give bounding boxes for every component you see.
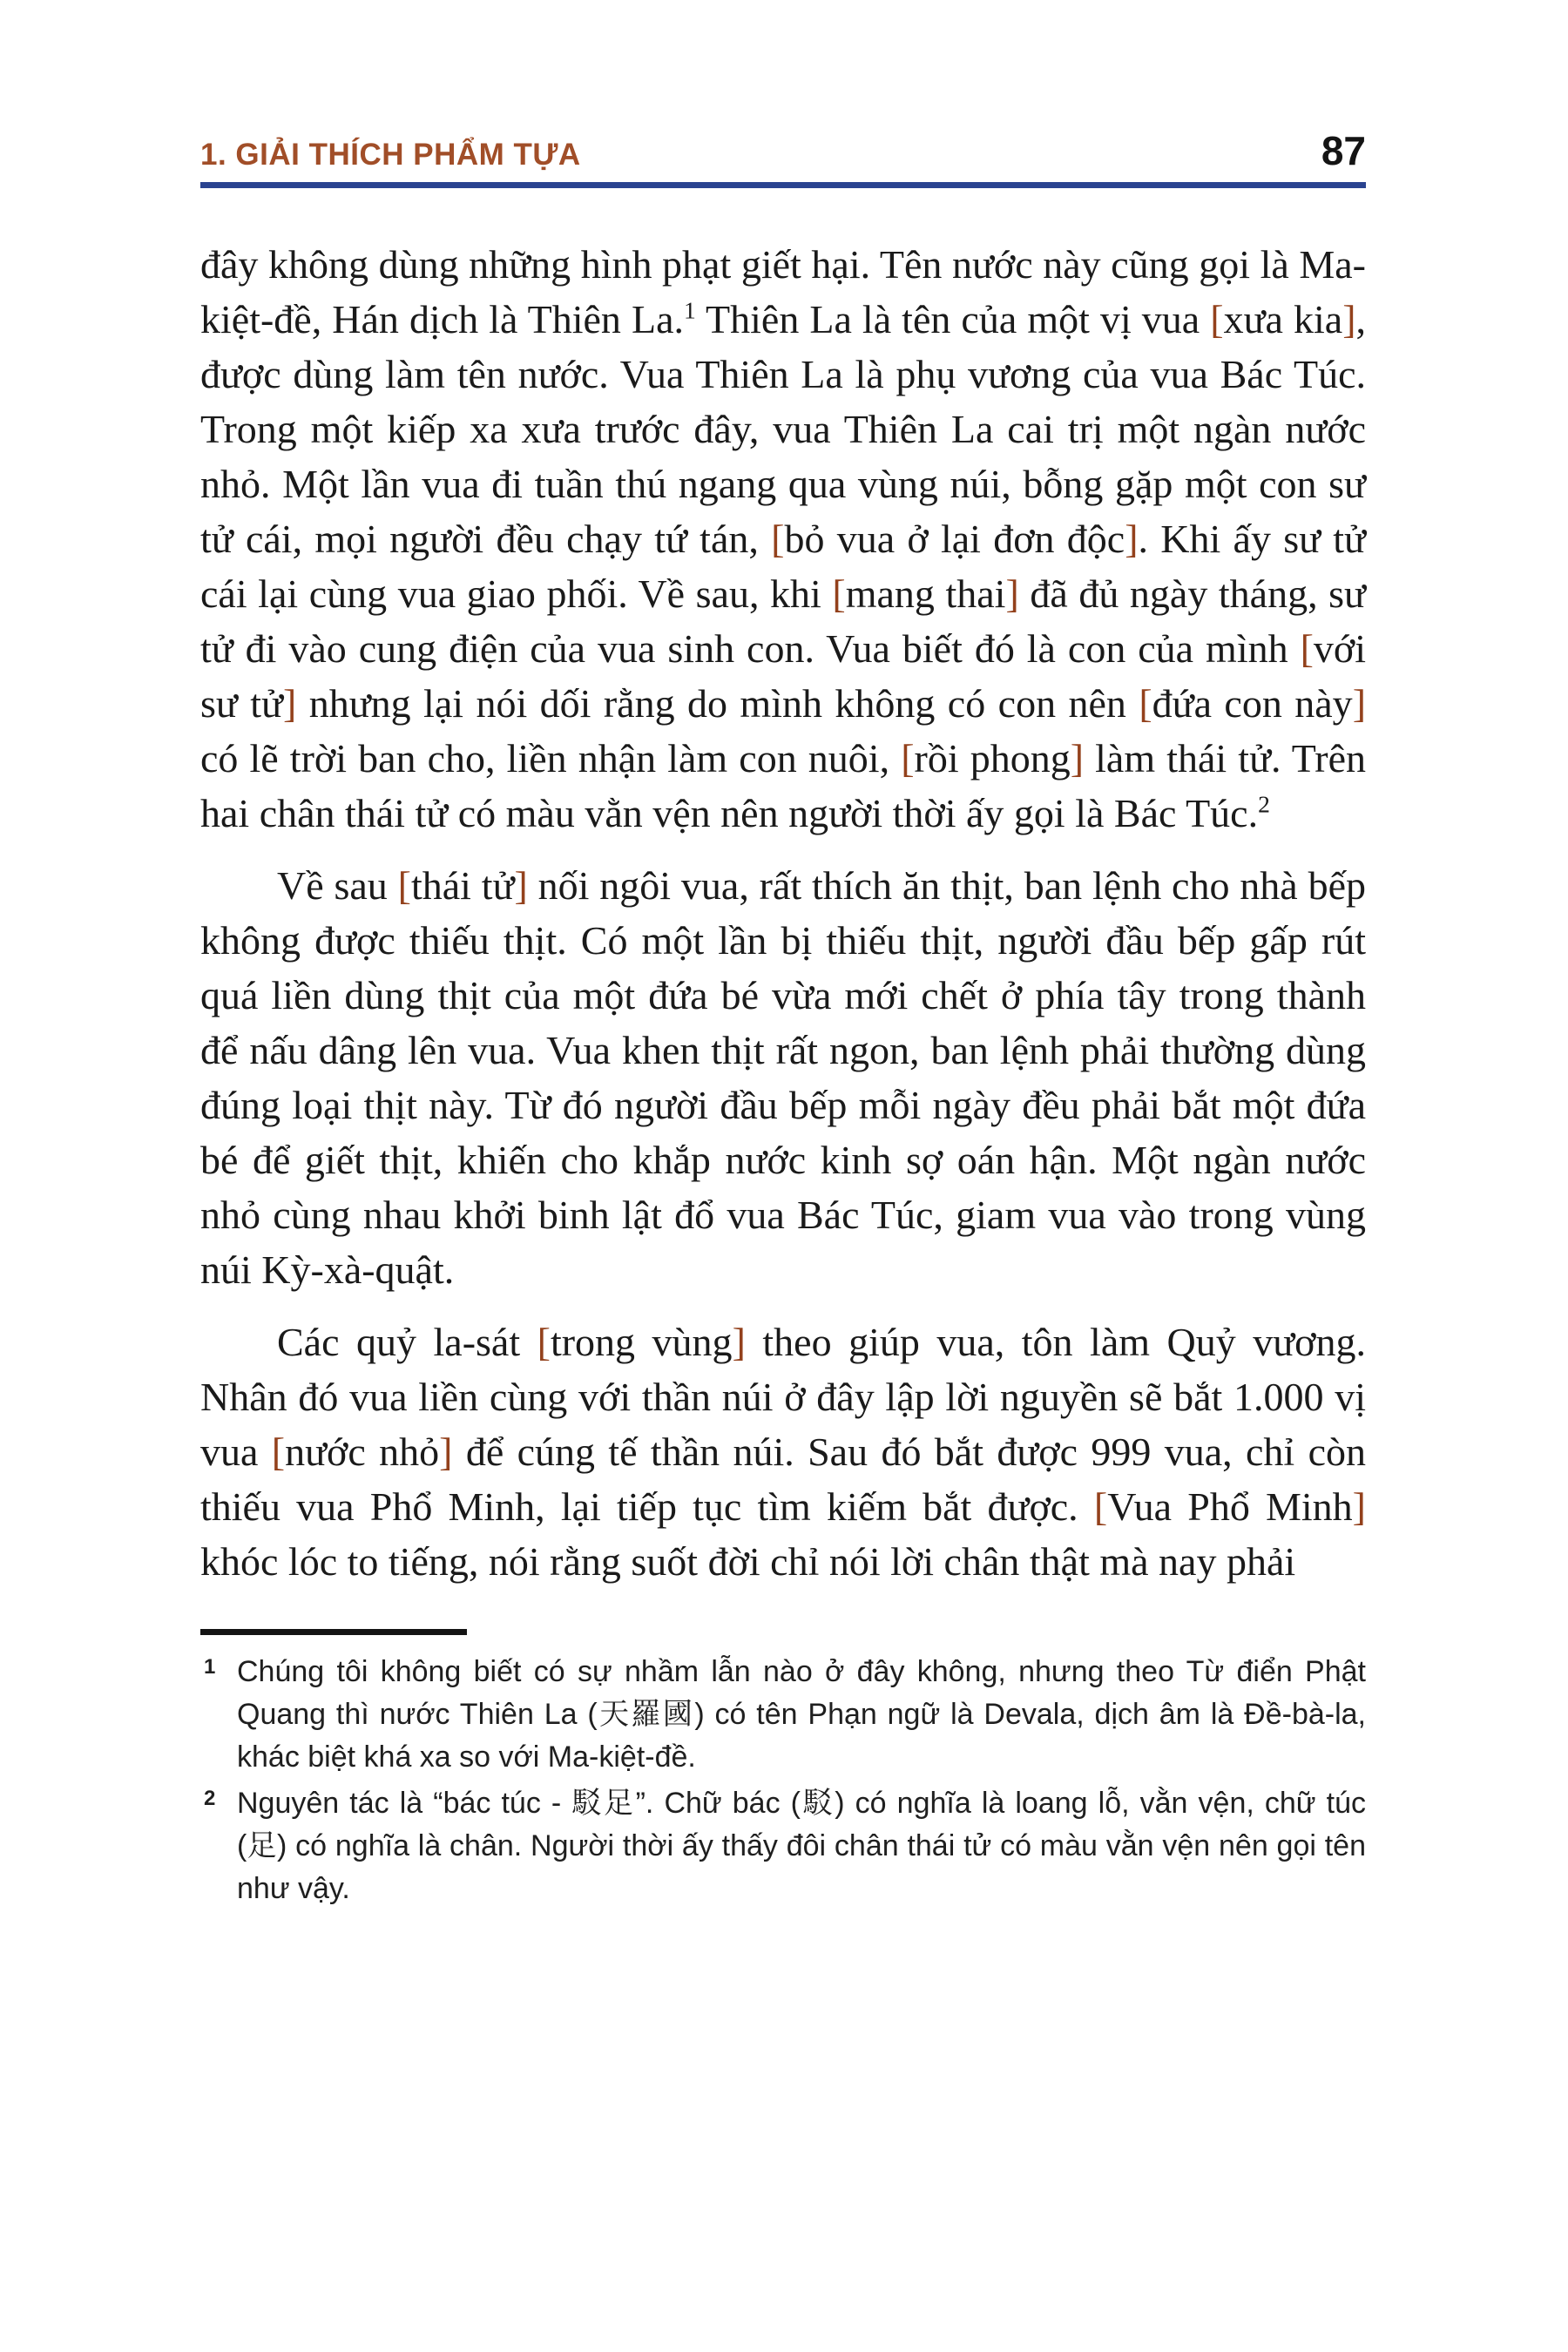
- editor-bracket: [: [901, 736, 915, 781]
- editor-bracket: ]: [1070, 736, 1085, 781]
- editor-bracket: [: [1139, 681, 1152, 726]
- footnote-marker: 2: [204, 1787, 216, 1810]
- text-run: trong vùng: [550, 1320, 733, 1364]
- footnote-text: Nguyên tác là “bác túc - 駁足”. Chữ bác (駁) có nghĩa là loang lỗ, vằn vện, chữ túc (足) có nghĩa là chân. Người thời ấy thấy đôi chân thái tử có màu vằn vện nên gọi tên như vậy.: [237, 1787, 1366, 1905]
- footnote-reference: 2: [1258, 790, 1270, 818]
- footnote-item: [200, 1651, 1366, 1779]
- editor-bracket: ]: [1352, 681, 1367, 726]
- text-run: đứa con này: [1152, 681, 1353, 726]
- editor-bracket: [: [397, 863, 411, 908]
- running-header: [200, 0, 1366, 188]
- text-run: làm thái tử. Trên hai chân thái tử có màu vằn vện nên người thời ấy gọi là Bác Túc.: [200, 736, 1366, 835]
- text-run: xưa kia: [1223, 297, 1343, 341]
- text-run: nước nhỏ: [285, 1429, 440, 1474]
- text-run: khóc lóc to tiếng, nói rằng suốt đời chỉ nói lời chân thật mà nay phải: [200, 1539, 1296, 1584]
- text-run: để cúng tế thần núi. Sau đó bắt được 999 vua, chỉ còn thiếu vua Phổ Minh, lại tiếp tục tìm kiếm bắt được.: [200, 1429, 1366, 1529]
- page-content: [200, 0, 1366, 1910]
- text-run: Về sau: [277, 863, 398, 908]
- footnote-item: [200, 1782, 1366, 1910]
- footnotes: [200, 1651, 1366, 1910]
- text-run: Các quỷ la-sát: [277, 1320, 537, 1364]
- chapter-title: 1. GIẢI THÍCH PHẨM TỰA: [200, 138, 581, 172]
- editor-bracket: [: [1093, 1484, 1108, 1529]
- editor-bracket: [: [832, 571, 846, 616]
- body-text: [200, 237, 1366, 1910]
- text-run: bỏ vua ở lại đơn độc: [784, 517, 1125, 561]
- text-run: Thiên La là tên của một vị vua: [695, 297, 1211, 341]
- editor-bracket: ]: [1352, 1484, 1366, 1529]
- footnote-separator: [200, 1629, 467, 1635]
- editor-bracket: [: [1210, 297, 1224, 341]
- footnote-reference: 1: [684, 296, 696, 324]
- footnote-marker: 1: [204, 1655, 216, 1679]
- text-run: đã đủ ngày tháng, sư tử đi vào cung điện của vua sinh con. Vua biết đó là con của mình: [200, 571, 1366, 671]
- editor-bracket: [: [1300, 626, 1314, 671]
- editor-bracket: ]: [732, 1320, 746, 1364]
- editor-bracket: ]: [1125, 517, 1139, 561]
- text-run: với sư tử: [200, 626, 1366, 726]
- editor-bracket: ]: [514, 863, 528, 908]
- editor-bracket: ]: [1005, 571, 1019, 616]
- page-number: 87: [1321, 128, 1366, 173]
- paragraph: [200, 1315, 1366, 1589]
- header-rule: [200, 182, 1366, 188]
- paragraph: [200, 858, 1366, 1297]
- text-run: mang thai: [845, 571, 1006, 616]
- text-run: thái tử: [410, 863, 515, 908]
- editor-bracket: [: [771, 517, 785, 561]
- text-run: Vua Phổ Minh: [1107, 1484, 1353, 1529]
- editor-bracket: [: [537, 1320, 551, 1364]
- text-run: đây không dùng những hình phạt giết hại. Tên nước này cũng gọi là Ma-kiệt-đề, Hán dịch là Thiên La.: [200, 242, 1366, 341]
- text-run: . Khi ấy sư tử cái lại cùng vua giao phối. Về sau, khi: [200, 517, 1366, 616]
- header-row: [200, 127, 1366, 174]
- editor-bracket: ]: [1342, 297, 1356, 341]
- paragraph: [200, 237, 1366, 841]
- text-run: rồi phong: [914, 736, 1071, 781]
- text-run: nhưng lại nói dối rằng do mình không có con nên: [296, 681, 1139, 726]
- body-paragraphs: [200, 237, 1366, 1589]
- text-run: , được dùng làm tên nước. Vua Thiên La là phụ vương của vua Bác Túc. Trong một kiếp xa xưa trước đây, vua Thiên La cai trị một ngàn nước nhỏ. Một lần vua đi tuần thú ngang qua vùng núi, bỗng gặp một con sư tử cái, mọi người đều chạy tứ tán,: [200, 297, 1367, 561]
- text-run: có lẽ trời ban cho, liền nhận làm con nuôi,: [200, 736, 902, 781]
- editor-bracket: [: [271, 1429, 286, 1474]
- editor-bracket: ]: [282, 681, 297, 726]
- editor-bracket: ]: [439, 1429, 453, 1474]
- text-run: nối ngôi vua, rất thích ăn thịt, ban lệnh cho nhà bếp không được thiếu thịt. Có một lần bị thiếu thịt, người đầu bếp gấp rút quá liền dùng thịt của một đứa bé vừa mới chết ở phía tây trong thành để nấu dâng lên vua. Vua khen thịt rất ngon, ban lệnh phải thường dùng đúng loại thịt này. Từ đó người đầu bếp mỗi ngày đều phải bắt một đứa bé để giết thịt, khiến cho khắp nước kinh sợ oán hận. Một ngàn nước nhỏ cùng nhau khởi binh lật đổ vua Bác Túc, giam vua vào trong vùng núi Kỳ-xà-quật.: [200, 863, 1366, 1292]
- footnote-text: Chúng tôi không biết có sự nhầm lẫn nào ở đây không, nhưng theo Từ điển Phật Quang thì nước Thiên La (天羅國) có tên Phạn ngữ là Devala, dịch âm là Đề-bà-la, khác biệt khá xa so với Ma-kiệt-đề.: [237, 1655, 1366, 1774]
- text-run: theo giúp vua, tôn làm Quỷ vương. Nhân đó vua liền cùng với thần núi ở đây lập lời nguyền sẽ bắt 1.000 vị vua: [200, 1320, 1366, 1474]
